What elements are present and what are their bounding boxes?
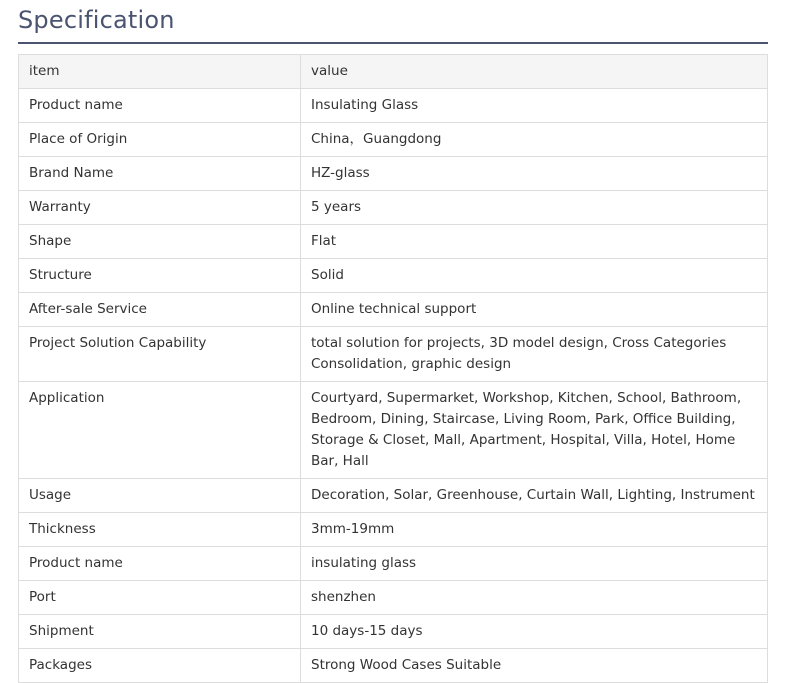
row-item-cell: Place of Origin [19,123,301,157]
row-value-cell: Flat [301,225,768,259]
row-item-cell: Packages [19,649,301,683]
row-value-cell: shenzhen [301,581,768,615]
row-item-cell: Shipment [19,615,301,649]
table-row [19,259,768,293]
row-value-cell: insulating glass [301,547,768,581]
title-underline [18,42,768,44]
row-value-cell: total solution for projects, 3D model design, Cross Categories Consolidation, graphic design [301,327,768,382]
table-row [19,479,768,513]
table-row [19,615,768,649]
row-item-cell: Brand Name [19,157,301,191]
row-value-cell: 5 years [301,191,768,225]
table-row [19,225,768,259]
table-row [19,191,768,225]
row-value-cell: Insulating Glass [301,89,768,123]
table-row [19,581,768,615]
row-item-cell: Port [19,581,301,615]
table-row [19,157,768,191]
row-value-cell: Strong Wood Cases Suitable [301,649,768,683]
row-value-cell: 10 days-15 days [301,615,768,649]
specification-table [18,54,768,683]
row-value-cell: China，Guangdong [301,123,768,157]
table-row [19,89,768,123]
row-value-cell: 3mm-19mm [301,513,768,547]
table-row [19,547,768,581]
row-value-cell: Decoration, Solar, Greenhouse, Curtain Wall, Lighting, Instrument [301,479,768,513]
row-item-cell: Warranty [19,191,301,225]
header-item-cell: item [19,55,301,89]
table-row [19,327,768,382]
specification-table-body [19,55,768,683]
row-item-cell: Project Solution Capability [19,327,301,382]
specification-section-header [18,5,768,44]
table-row [19,513,768,547]
row-item-cell: Usage [19,479,301,513]
table-row [19,123,768,157]
row-value-cell: Courtyard, Supermarket, Workshop, Kitchen, School, Bathroom, Bedroom, Dining, Staircase, Living Room, Park, Office Building, Storage & Closet, Mall, Apartment, Hospital, Villa, Hotel, Home Bar, Hall [301,382,768,479]
section-title: Specification [18,6,175,34]
header-value-cell: value [301,55,768,89]
row-value-cell: HZ-glass [301,157,768,191]
table-header-row [19,55,768,89]
row-item-cell: Thickness [19,513,301,547]
row-item-cell: Application [19,382,301,479]
row-item-cell: Shape [19,225,301,259]
row-item-cell: Structure [19,259,301,293]
row-value-cell: Solid [301,259,768,293]
table-row [19,649,768,683]
row-item-cell: Product name [19,547,301,581]
row-value-cell: Online technical support [301,293,768,327]
table-row [19,382,768,479]
table-row [19,293,768,327]
row-item-cell: Product name [19,89,301,123]
row-item-cell: After-sale Service [19,293,301,327]
